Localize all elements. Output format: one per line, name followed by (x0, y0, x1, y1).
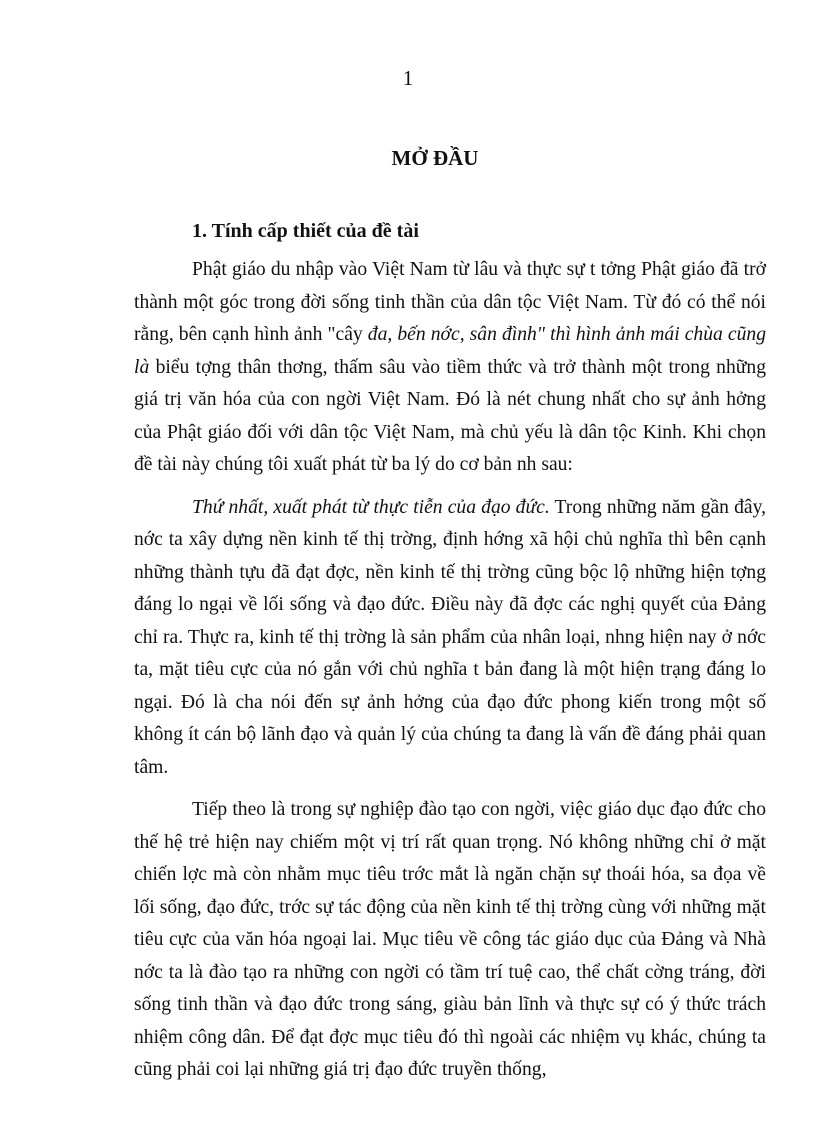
paragraph-1-text-a: Phật giáo du nhập vào Việt Nam từ lâu và thực sự t tởng Phật giáo đã trở thành một góc trong đời sống tinh thần của dân tộc Việt Nam. Từ đó có thể nói rằng, bên cạnh hình ảnh "cây (134, 259, 766, 345)
section-heading: 1. Tính cấp thiết của đề tài (192, 220, 419, 242)
paragraph-3 (134, 794, 766, 1087)
paragraph-2-italic: Thứ nhất, xuất phát từ thực tiễn của đạo đức. (192, 496, 550, 518)
chapter-title: MỞ ĐẦU (391, 146, 479, 170)
paragraph-2-text: Trong những năm gần đây, nớc ta xây dựng nền kinh tế thị trờng, định hớng xã hội chủ nghĩa thì bên cạnh những thành tựu đã đạt đợc, nền kinh tế thị trờng cũng bộc lộ những hiện tợng đáng lo ngại về lối sống và đạo đức. Điều này đã đợc các nghị quyết của Đảng chỉ ra. Thực ra, kinh tế thị trờng là sản phẩm của nhân loại, nhng hiện nay ở nớc ta, mặt tiêu cực của nó gắn với chủ nghĩa t bản đang là một hiện trạng đáng lo ngại. Đó là cha nói đến sự ảnh hởng của đạo đức phong kiến trong một số không ít cán bộ lãnh đạo và quản lý của chúng ta đang là vấn đề đáng phải quan tâm. (134, 496, 766, 778)
page-number: 1 (402, 66, 414, 90)
body-text (134, 254, 766, 1097)
paragraph-1-italic: đa, bến nớc, sân đình" thì hình ảnh mái chùa cũng là (134, 324, 766, 378)
paragraph-1-text-b: biểu tợng thân thơng, thấm sâu vào tiềm thức và trở thành một trong những giá trị văn hóa của con ngời Việt Nam. Đó là nét chung nhất cho sự ảnh hởng của Phật giáo đối với dân tộc Việt Nam, mà chủ yếu là dân tộc Kinh. Khi chọn đề tài này chúng tôi xuất phát từ ba lý do cơ bản nh sau: (134, 356, 766, 475)
paragraph-3-text: Tiếp theo là trong sự nghiệp đào tạo con ngời, việc giáo dục đạo đức cho thế hệ trẻ hiện nay chiếm một vị trí rất quan trọng. Nó không những chỉ ở mặt chiến lợc mà còn nhằm mục tiêu trớc mắt là ngăn chặn sự thoái hóa, sa đọa về lối sống, đạo đức, trớc sự tác động của nền kinh tế thị trờng cùng với những mặt tiêu cực của văn hóa ngoại lai. Mục tiêu về công tác giáo dục của Đảng và Nhà nớc ta là đào tạo ra những con ngời có tầm trí tuệ cao, thể chất cờng tráng, đời sống tinh thần và đạo đức trong sáng, giàu bản lĩnh và thực sự có ý thức trách nhiệm công dân. Để đạt đợc mục tiêu đó thì ngoài các nhiệm vụ khác, chúng ta cũng phải coi lại những giá trị đạo đức truyền thống, (134, 799, 766, 1080)
paragraph-1 (134, 254, 766, 482)
paragraph-2 (134, 492, 766, 785)
